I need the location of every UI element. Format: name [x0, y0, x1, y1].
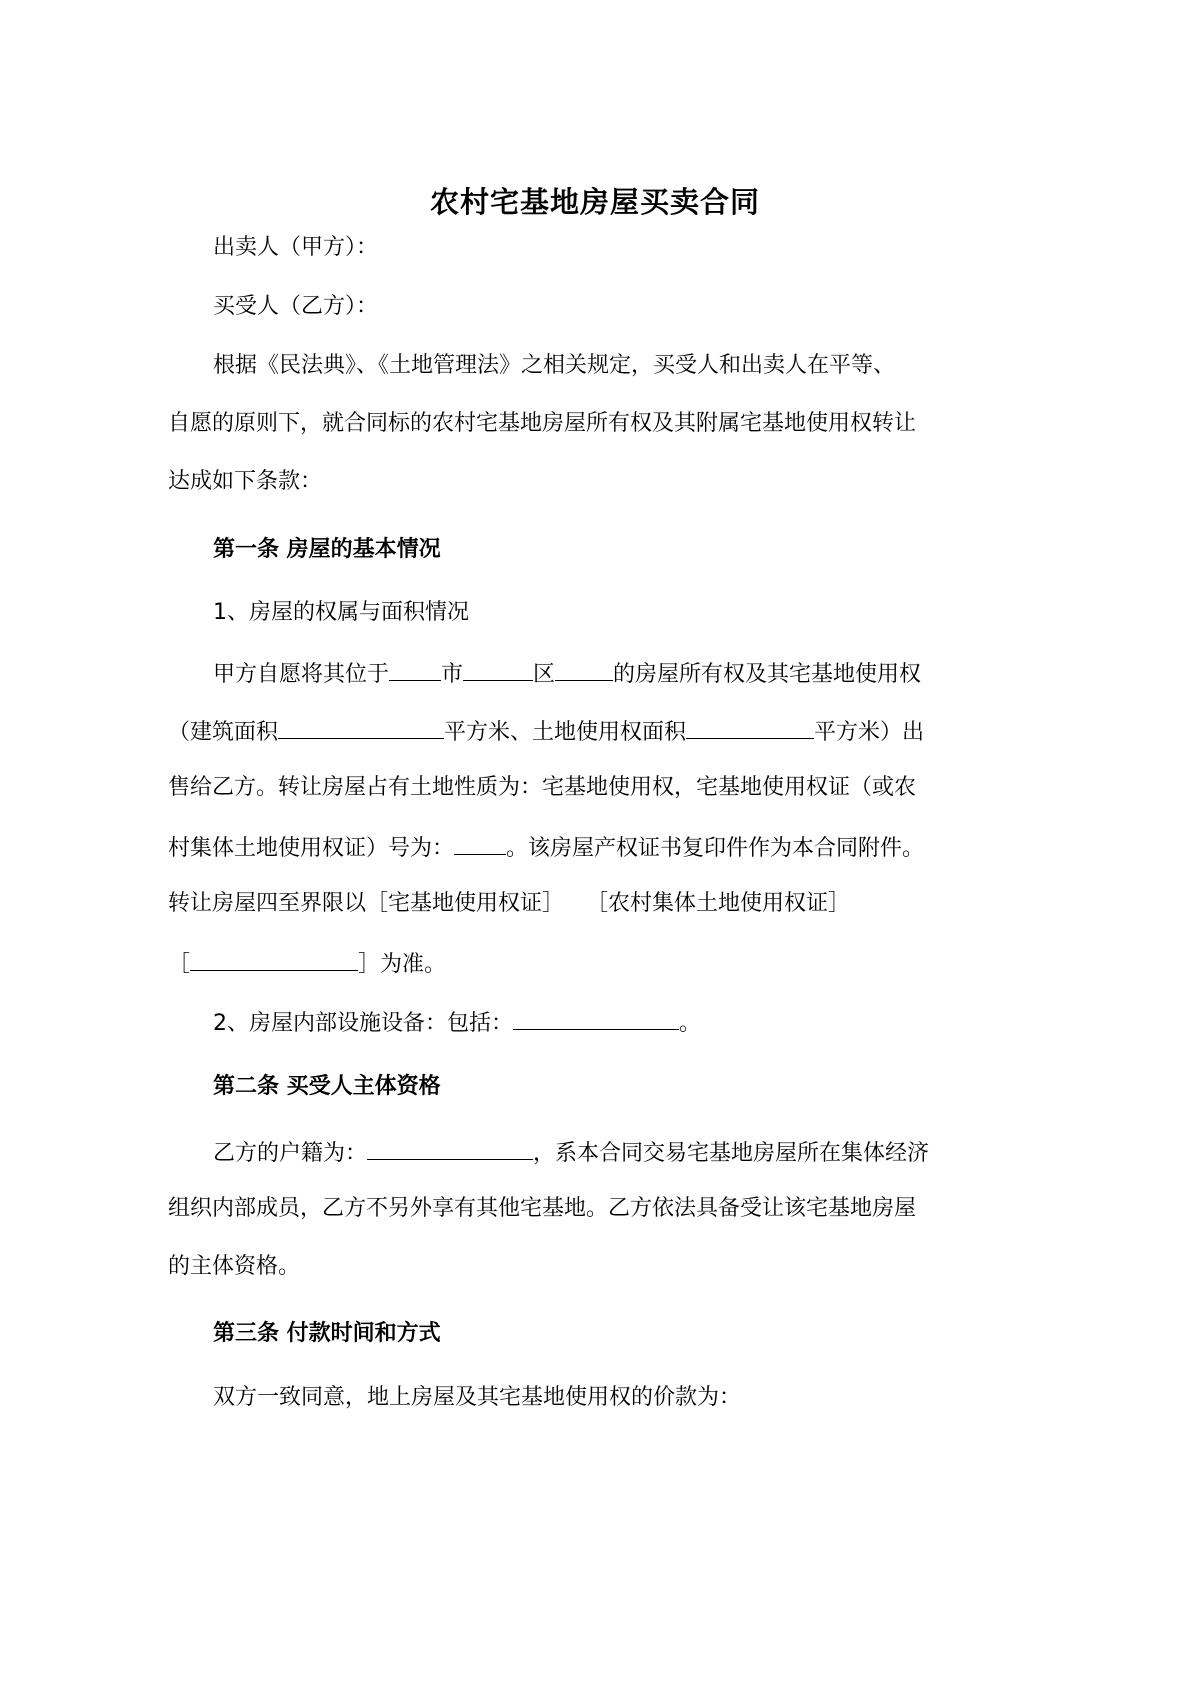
- text: 平方米）出: [814, 720, 925, 745]
- district-blank: [463, 656, 533, 681]
- text: 村集体土地使用权证）号为：: [168, 836, 455, 861]
- facilities-blank: [513, 1005, 679, 1030]
- household-registration-blank: [367, 1135, 533, 1160]
- article-1-heading: 第一条 房屋的基本情况: [213, 537, 441, 562]
- text: 乙方的户籍为：: [213, 1141, 368, 1166]
- article-2-heading: 第二条 买受人主体资格: [213, 1074, 441, 1099]
- text: 转让房屋四至界限以［宅基地使用权证］: [168, 891, 565, 916]
- text: （建筑面积: [168, 720, 279, 745]
- text: ，系本合同交易宅基地房屋所在集体经济: [533, 1141, 930, 1166]
- article-1-line-4: [168, 830, 1190, 865]
- article-1-line-2: [168, 714, 1190, 749]
- article-2-line-1: [213, 1135, 1190, 1170]
- article-1-line-1: [213, 656, 1190, 691]
- land-area-blank: [686, 714, 814, 739]
- article-1-sub-2: [213, 1005, 1190, 1040]
- certificate-number-blank: [454, 830, 506, 855]
- article-1-line-3: 售给乙方。转让房屋占有土地性质为：宅基地使用权，宅基地使用权证（或农: [168, 775, 917, 800]
- text: 2、房屋内部设施设备：包括：: [213, 1011, 513, 1036]
- seller-label: 出卖人（甲方）：: [213, 235, 379, 260]
- text: 。: [679, 1011, 702, 1036]
- article-1-sub-1: 1、房屋的权属与面积情况: [213, 600, 469, 625]
- text: 的房屋所有权及其宅基地使用权: [613, 662, 922, 687]
- text: 市: [441, 662, 464, 687]
- article-1-line-6: [168, 946, 1190, 981]
- article-2-line-3: 的主体资格。: [168, 1254, 301, 1279]
- text: 甲方自愿将其位于: [213, 662, 390, 687]
- building-area-blank: [278, 714, 444, 739]
- buyer-label: 买受人（乙方）：: [213, 294, 379, 319]
- text: ］为准。: [358, 952, 447, 977]
- intro-line-3: 达成如下条款：: [168, 469, 323, 494]
- intro-line-2: 自愿的原则下，就合同标的农村宅基地房屋所有权及其附属宅基地使用权转让: [168, 411, 917, 436]
- text: ［: [168, 952, 191, 977]
- intro-line-1: 根据《民法典》、《土地管理法》之相关规定，买受人和出卖人在平等、: [213, 353, 896, 378]
- article-2-line-2: 组织内部成员，乙方不另外享有其他宅基地。乙方依法具备受让该宅基地房屋: [168, 1196, 917, 1221]
- text: ［农村集体土地使用权证］: [586, 891, 851, 916]
- article-3-line-1: 双方一致同意，地上房屋及其宅基地使用权的价款为：: [213, 1385, 742, 1410]
- text: 平方米、土地使用权面积: [444, 720, 687, 745]
- article-3-heading: 第三条 付款时间和方式: [213, 1321, 441, 1346]
- document-title: 农村宅基地房屋买卖合同: [429, 185, 760, 219]
- article-1-line-5: [168, 888, 1190, 920]
- boundary-blank: [190, 946, 358, 971]
- text: 区: [533, 662, 556, 687]
- location-blank: [555, 656, 613, 681]
- text: 。该房屋产权证书复印件作为本合同附件。: [506, 836, 925, 861]
- city-blank: [389, 656, 441, 681]
